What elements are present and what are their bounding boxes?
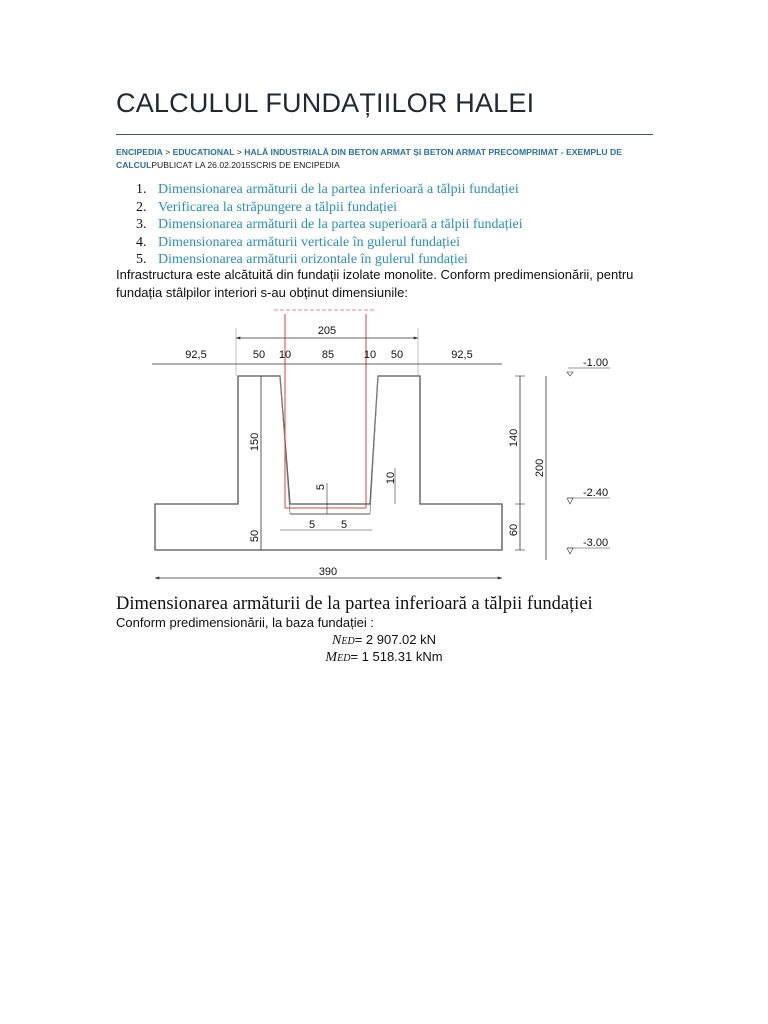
toc-number: 4. [136,234,147,250]
dim-label: 5 [315,483,327,491]
intro-paragraph: Infrastructura este alcătuită din fundații izolate monolite. Conform predimensionării, pentru fundația stâlpilor interiori s-au obținut dimensiunile: [116,267,634,300]
socket-wall-right [370,376,378,514]
dim-right-heights [508,376,546,560]
toc-link[interactable]: Dimensionarea armăturii verticale în gulerul fundației [158,234,461,250]
dim-label: 140 [508,428,520,448]
breadcrumb-meta: PUBLICAT LA 26.02.2015SCRIS DE ENCIPEDIA [151,159,340,170]
dim-label: 10 [385,471,397,485]
toc-number: 3. [136,217,147,232]
dim-label: 390 [318,566,338,578]
dim-label: 92,5 [451,349,473,361]
dim-label: 92,5 [185,349,207,361]
dim-label: 60 [508,523,520,537]
dim-row [152,349,502,364]
toc-number: 1. [136,182,147,197]
dim-label: 205 [317,325,337,337]
toc-link[interactable]: Dimensionarea armăturii orizontale în gulerul fundației [158,252,468,267]
dim-label: 5 [308,519,316,531]
level-markers [567,357,610,554]
toc-item [136,181,523,199]
toc-item [136,199,523,217]
formula-subscript: ED [341,636,355,647]
title-divider [116,134,653,135]
level-label: -1.00 [583,357,609,369]
toc-item [136,216,523,234]
level-label: -3.00 [583,537,609,549]
level-label: -2.40 [583,487,609,499]
toc-number: 2. [136,199,147,215]
dim-label: 150 [249,432,261,452]
formula-symbol: M [325,650,338,665]
dim-label: 50 [249,529,261,543]
table-of-contents [136,181,523,269]
toc-number: 5. [136,252,147,267]
foundation-outline [155,376,502,550]
toc-link[interactable]: Verificarea la străpungere a tălpii fundației [158,199,398,215]
foundation-diagram [150,308,620,590]
breadcrumb-separator: > [162,147,173,157]
dim-label: 5 [340,519,348,531]
formula-subscript: ED [337,653,351,664]
breadcrumb-link-encipedia[interactable]: ENCIPEDIA [116,147,163,157]
breadcrumb-link-educational[interactable]: EDUCATIONAL [172,147,235,157]
section-heading: Dimensionarea armăturii de la partea inferioară a tălpii fundației [116,594,593,614]
toc-link[interactable]: Dimensionarea armăturii de la partea superioară a tălpii fundației [158,217,523,232]
dim-label: 200 [534,458,546,478]
dim-label: 85 [321,349,335,361]
dim-label: 10 [363,349,377,361]
dim-total-width [155,566,502,578]
formula-med [0,649,768,666]
section-intro: Conform predimensionării, la baza fundației : [116,615,374,630]
breadcrumb [116,146,656,171]
dim-label: 50 [252,349,266,361]
breadcrumb-link-article[interactable]: HALĂ INDUSTRIALĂ DIN BETON ARMAT ȘI BETON ARMAT PRECOMPRIMAT - EXEMPLU DE CALCUL [116,147,622,170]
dim-label: 50 [390,349,404,361]
formula-symbol: N [332,633,342,648]
formula-value: = 1 518.31 kNm [350,649,443,664]
formula-value: = 2 907.02 kN [354,632,436,647]
formula-ned [0,632,768,649]
breadcrumb-separator: > [234,147,245,157]
toc-link[interactable]: Dimensionarea armăturii de la partea inferioară a tălpii fundației [158,182,519,197]
page-title: CALCULUL FUNDAȚIILOR HALEI [116,88,535,118]
dim-label: 10 [278,349,292,361]
dim-inner [280,468,397,531]
toc-item [136,234,523,252]
dim-left-heights [249,376,261,550]
column-outline [274,310,376,508]
